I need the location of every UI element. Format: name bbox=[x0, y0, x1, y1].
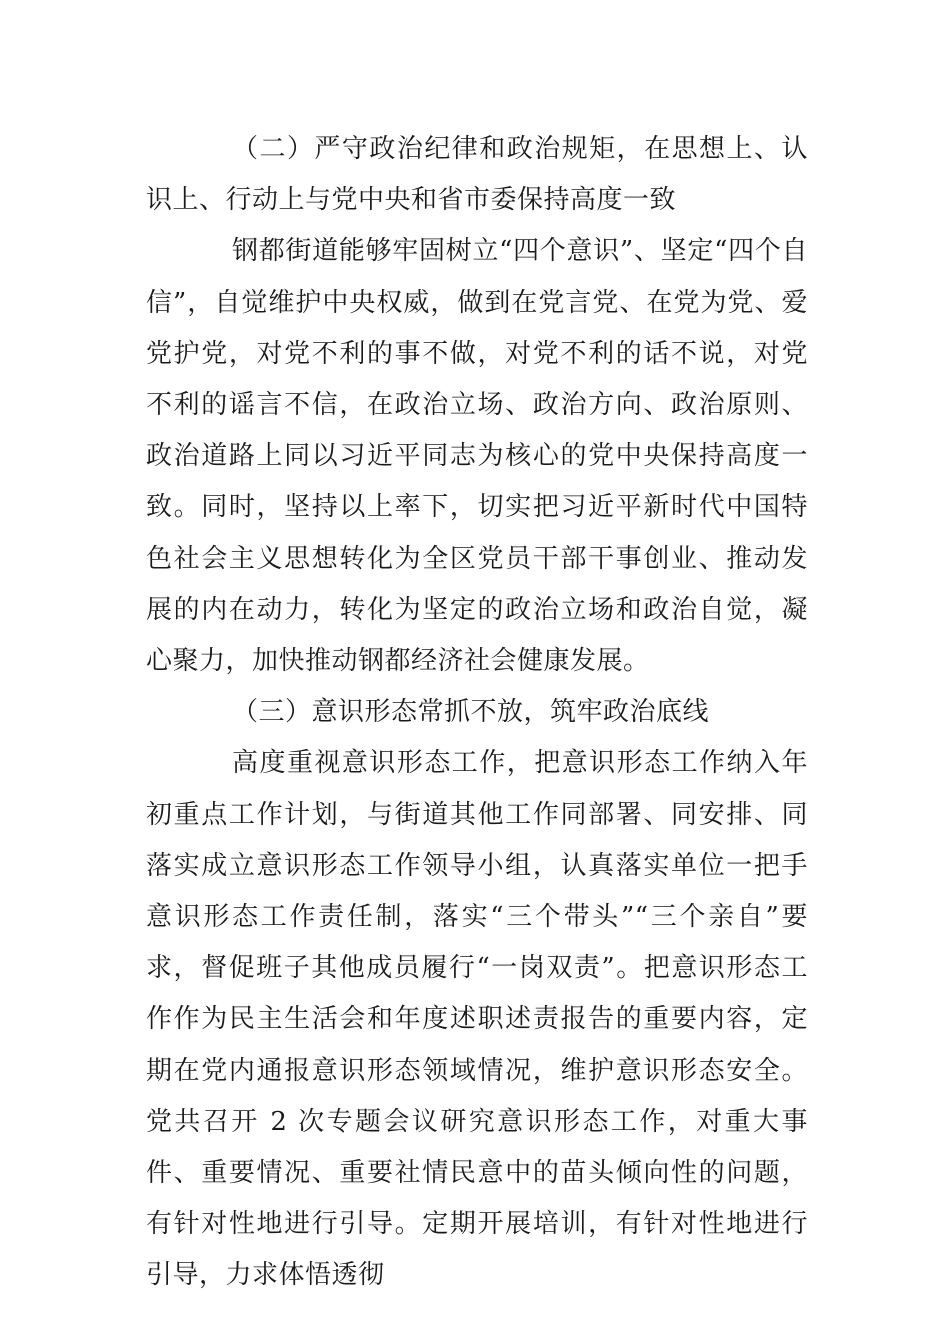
section-heading-2: （二）严守政治纪律和政治规矩，在思想上、认识上、行动上与党中央和省市委保持高度一致 bbox=[146, 134, 808, 216]
document-body bbox=[146, 124, 808, 1302]
section-heading-3: （三）意识形态常抓不放，筑牢政治底线 bbox=[232, 697, 710, 728]
section-body-2: 钢都街道能够牢固树立“四个意识”、坚定“四个自信”，自觉维护中央权威，做到在党言党、在党为党、爱党护党，对党不利的事不做，对党不利的话不说，对党不利的谣言不信，在政治立场、政治方向、政治原则、政治道路上同以习近平同志为核心的党中央保持高度一致。同时，坚持以上率下，切实把习近平新时代中国特色社会主义思想转化为全区党员干部干事创业、推动发展的内在动力，转化为坚定的政治立场和政治自觉，凝心聚力，加快推动钢都经济社会健康发展。 bbox=[146, 236, 808, 677]
section-body-3: 高度重视意识形态工作，把意识形态工作纳入年初重点工作计划，与街道其他工作同部署、同安排、同落实成立意识形态工作领导小组，认真落实单位一把手意识形态工作责任制，落实“三个带头”“三个亲自”要求，督促班子其他成员履行“一岗双责”。把意识形态工作作为民主生活会和年度述职述责报告的重要内容，定期在党内通报意识形态领域情况，维护意识形态安全。党共召开 2 次专题会议研究意识形态工作，对重大事件、重要情况、重要社情民意中的苗头倾向性的问题，有针对性地进行引导。定期开展培训，有针对性地进行引导，力求体悟透彻 bbox=[146, 748, 808, 1291]
